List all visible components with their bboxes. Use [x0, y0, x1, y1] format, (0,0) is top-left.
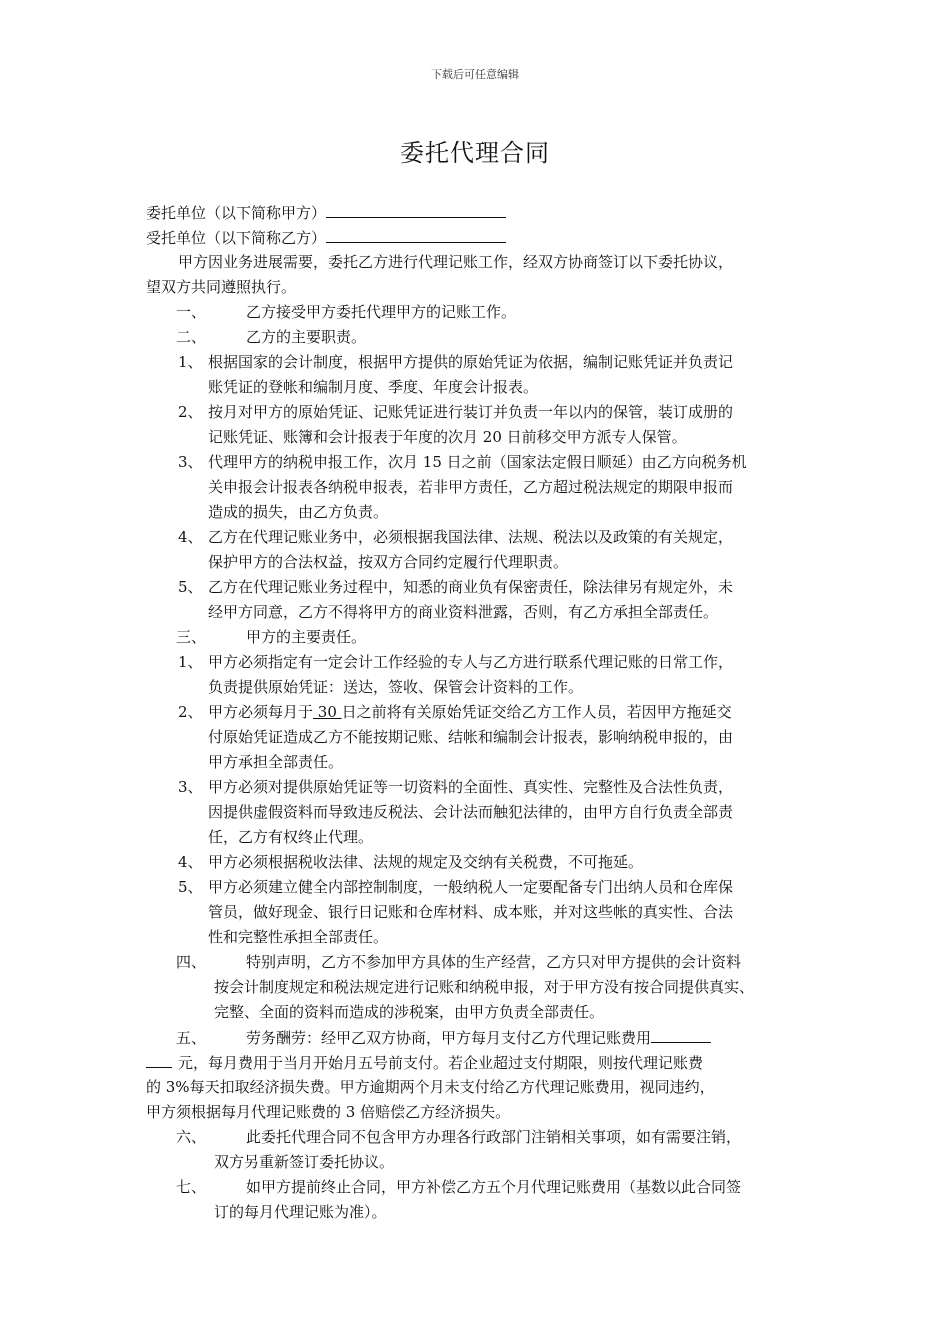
s3-item-5-mark: 5、 [178, 878, 203, 896]
s3-item-3 [146, 775, 826, 800]
s3-item-3-cont-1: 因提供虚假资料而导致违反税法、会计法而触犯法律的，由甲方自行负责全部责 [208, 803, 734, 821]
section-2-text: 乙方的主要职责。 [246, 328, 367, 346]
section-6-mark: 六、 [176, 1128, 207, 1146]
section-4 [146, 950, 826, 975]
s2-item-1-mark: 1、 [178, 353, 203, 371]
section-3-mark: 三、 [176, 628, 207, 646]
s2-item-4-mark: 4、 [178, 528, 203, 546]
fee-blank-2 [146, 1050, 172, 1068]
s3-item-2-cont-2: 甲方承担全部责任。 [208, 753, 344, 771]
section-4-cont-1: 按会计制度规定和税法规定进行记账和纳税申报，对于甲方没有按合同提供真实、 [214, 978, 755, 996]
intro-line-1: 甲方因业务进展需要，委托乙方进行代理记账工作，经双方协商签订以下委托协议， [178, 253, 734, 271]
s3-item-2-mark: 2、 [178, 703, 203, 721]
s3-item-5-cont-1: 管员，做好现金、银行日记账和仓库材料、成本账，并对这些帐的真实性、合法 [208, 903, 734, 921]
s3-item-1-cont: 负责提供原始凭证：送达，签收、保管会计资料的工作。 [208, 678, 584, 696]
s2-item-1-cont: 账凭证的登帐和编制月度、季度、年度会计报表。 [208, 378, 539, 396]
s3-item-5-cont-2: 性和完整性承担全部责任。 [208, 928, 389, 946]
s2-item-1 [146, 350, 826, 375]
section-5-cont-1-text: 元，每月费用于当月开始月五号前支付。若企业超过支付期限，则按代理记账费 [178, 1054, 704, 1072]
intro-line-2: 望双方共同遵照执行。 [146, 278, 297, 296]
s2-item-5 [146, 575, 826, 600]
s3-item-5 [146, 875, 826, 900]
contract-body [146, 200, 826, 1225]
section-3-text: 甲方的主要责任。 [246, 628, 367, 646]
s3-item-3-text: 甲方必须对提供原始凭证等一切资料的全面性、真实性、完整性及合法性负责， [208, 778, 734, 796]
s3-item-1-mark: 1、 [178, 653, 203, 671]
s2-item-2-cont: 记账凭证、账簿和会计报表于年度的次月 20 日前移交甲方派专人保管。 [208, 428, 687, 446]
s3-item-4-mark: 4、 [178, 853, 203, 871]
s2-item-5-cont: 经甲方同意，乙方不得将甲方的商业资料泄露，否则，有乙方承担全部责任。 [208, 603, 719, 621]
section-7 [146, 1175, 826, 1200]
s3-item-2 [146, 700, 826, 725]
section-3 [146, 625, 826, 650]
section-2-mark: 二、 [176, 328, 207, 346]
fee-blank-1 [651, 1025, 711, 1043]
s2-item-3-cont-2: 造成的损失，由乙方负责。 [208, 503, 389, 521]
section-7-text: 如甲方提前终止合同，甲方补偿乙方五个月代理记账费用（基数以此合同签 [246, 1178, 742, 1196]
s2-item-4-text: 乙方在代理记账业务中，必须根据我国法律、法规、税法以及政策的有关规定， [208, 528, 734, 546]
s2-item-3-cont-1: 关申报会计报表各纳税申报表，若非甲方责任，乙方超过税法规定的期限申报而 [208, 478, 734, 496]
section-1-text: 乙方接受甲方委托代理甲方的记账工作。 [246, 303, 517, 321]
section-7-mark: 七、 [176, 1178, 207, 1196]
s3-item-3-cont-2: 任，乙方有权终止代理。 [208, 828, 374, 846]
section-6-cont: 双方另重新签订委托协议。 [214, 1153, 395, 1171]
s2-item-4-cont: 保护甲方的合法权益，按双方合同约定履行代理职责。 [208, 553, 569, 571]
s2-item-5-mark: 5、 [178, 578, 203, 596]
section-4-text: 特别声明，乙方不参加甲方具体的生产经营，乙方只对甲方提供的会计资料 [246, 953, 742, 971]
section-5-text: 劳务酬劳：经甲乙双方协商，甲方每月支付乙方代理记账费用 [246, 1029, 652, 1047]
s3-item-4 [146, 850, 826, 875]
agent-party-blank [326, 225, 506, 243]
s2-item-2 [146, 400, 826, 425]
contract-title: 委托代理合同 [400, 139, 550, 167]
section-5-cont-1 [146, 1050, 826, 1075]
s3-item-2-cont-1: 付原始凭证造成乙方不能按期记账、结帐和编制会计报表，影响纳税申报的，由 [208, 728, 734, 746]
section-6 [146, 1125, 826, 1150]
section-1-mark: 一、 [176, 303, 207, 321]
s2-item-3-text: 代理甲方的纳税申报工作，次月 15 日之前（国家法定假日顺延）由乙方向税务机 [208, 453, 747, 471]
s3-item-1-text: 甲方必须指定有一定会计工作经验的专人与乙方进行联系代理记账的日常工作， [208, 653, 734, 671]
header-note: 下载后可任意编辑 [431, 68, 519, 81]
s3-item-2-day-value: 30 [313, 703, 342, 721]
section-6-text: 此委托代理合同不包含甲方办理各行政部门注销相关事项，如有需要注销， [246, 1128, 742, 1146]
section-4-cont-2: 完整、全面的资料而造成的涉税案，由甲方负责全部责任。 [214, 1003, 605, 1021]
agent-party-label: 受托单位（以下简称乙方） [146, 229, 327, 247]
client-party-blank [326, 200, 506, 218]
s2-item-1-text: 根据国家的会计制度，根据甲方提供的原始凭证为依据，编制记账凭证并负责记 [208, 353, 734, 371]
s3-item-3-mark: 3、 [178, 778, 203, 796]
section-5-mark: 五、 [176, 1029, 207, 1047]
section-5 [146, 1025, 826, 1050]
section-5-cont-3: 甲方须根据每月代理记账费的 3 倍赔偿乙方经济损失。 [146, 1103, 511, 1121]
s3-item-1 [146, 650, 826, 675]
s2-item-3-mark: 3、 [178, 453, 203, 471]
s3-item-2-text-b: 日之前将有关原始凭证交给乙方工作人员，若因甲方拖延交 [341, 703, 732, 721]
section-7-cont: 订的每月代理记账为准）。 [214, 1203, 387, 1221]
s2-item-5-text: 乙方在代理记账业务过程中，知悉的商业负有保密责任，除法律另有规定外，未 [208, 578, 734, 596]
section-4-mark: 四、 [176, 953, 207, 971]
s2-item-2-text: 按月对甲方的原始凭证、记账凭证进行装订并负责一年以内的保管，装订成册的 [208, 403, 734, 421]
section-1 [146, 300, 826, 325]
s3-item-2-text-a: 甲方必须每月于 [208, 703, 314, 721]
s2-item-2-mark: 2、 [178, 403, 203, 421]
s2-item-4 [146, 525, 826, 550]
s2-item-3 [146, 450, 826, 475]
s3-item-5-text: 甲方必须建立健全内部控制制度，一般纳税人一定要配备专门出纳人员和仓库保 [208, 878, 734, 896]
client-party-label: 委托单位（以下简称甲方） [146, 204, 327, 222]
agent-party-line [146, 225, 826, 250]
client-party-line [146, 200, 826, 225]
section-5-cont-2: 的 3%每天扣取经济损失费。甲方逾期两个月未支付给乙方代理记账费用，视同违约， [146, 1078, 715, 1096]
s3-item-4-text: 甲方必须根据税收法律、法规的规定及交纳有关税费，不可拖延。 [208, 853, 644, 871]
section-2 [146, 325, 826, 350]
